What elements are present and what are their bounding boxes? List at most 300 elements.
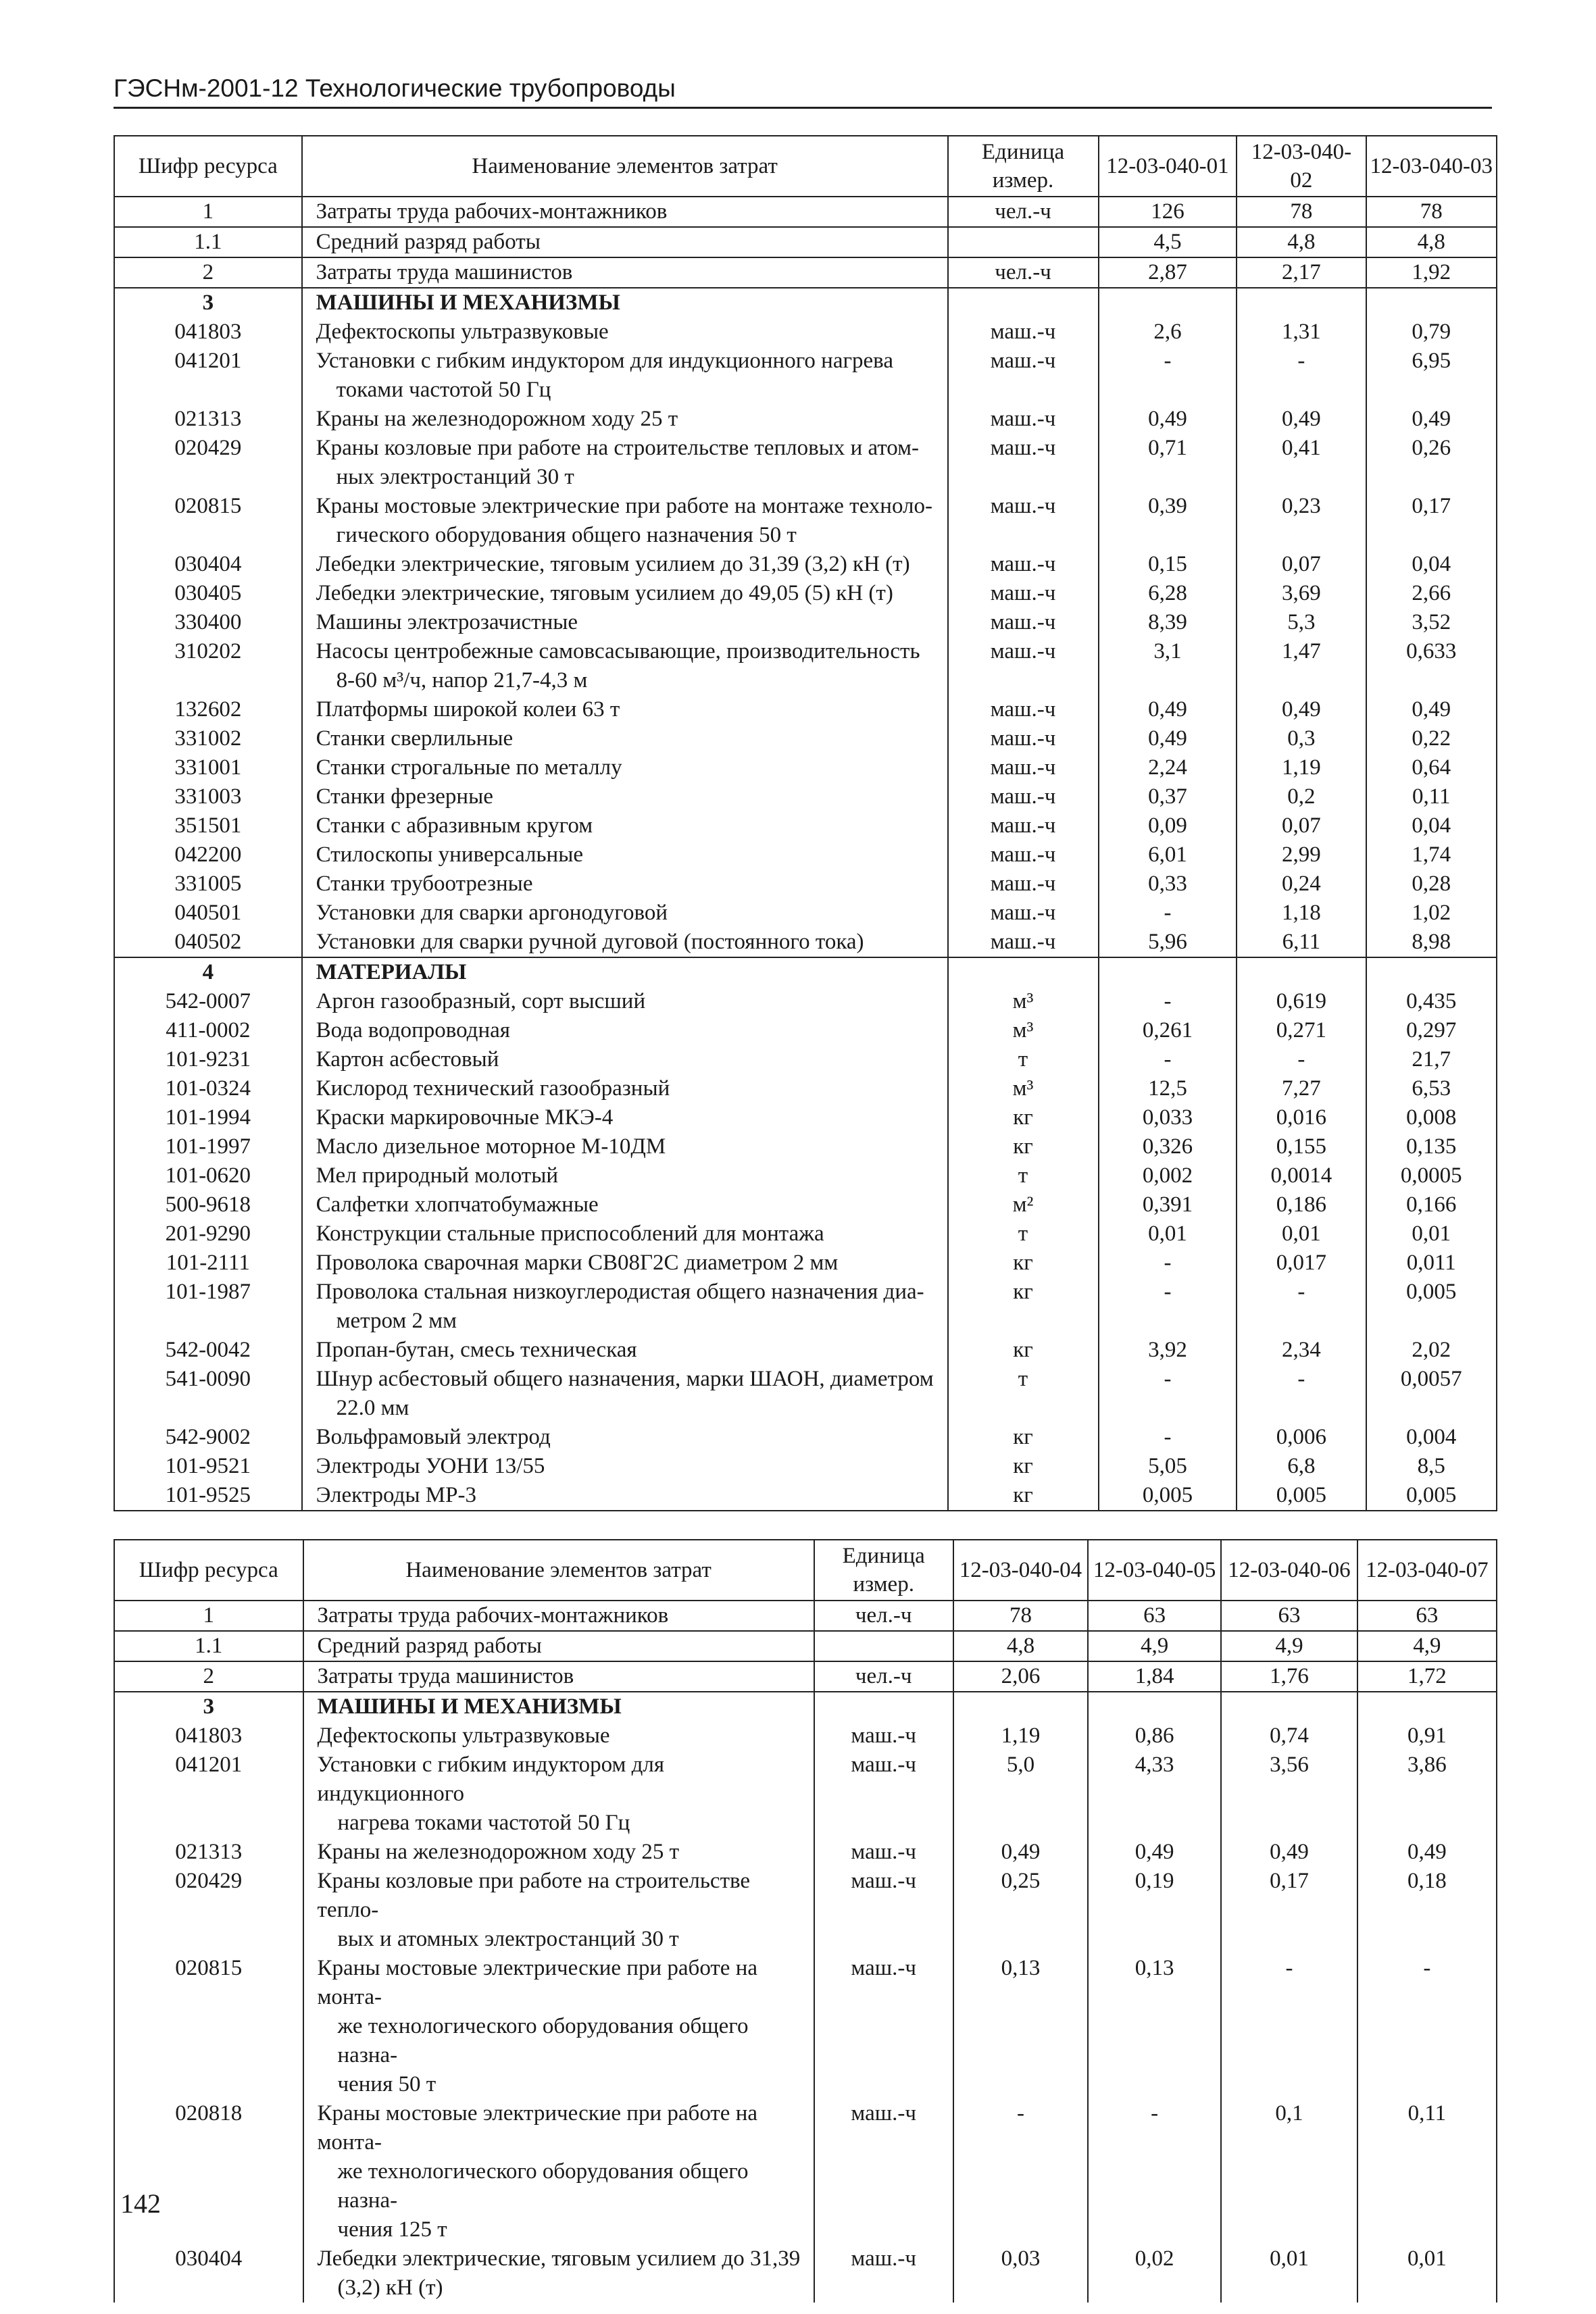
value-cell: 1,19	[1237, 753, 1366, 782]
unit-cell: маш.-ч	[814, 2244, 953, 2303]
value-cell: 3,92	[1099, 1336, 1237, 1365]
value-cell: 1,84	[1088, 1661, 1221, 1692]
value-cell: 78	[1237, 197, 1366, 227]
resource-name-line: Аргон газообразный, сорт высший	[316, 989, 646, 1013]
resource-name	[302, 1278, 948, 1336]
value-cell: 0,49	[1366, 405, 1497, 434]
resource-name-continuation: же технологического оборудования общего назна-	[337, 2014, 749, 2067]
value-cell: 0,71	[1099, 434, 1237, 492]
value-cell: 0,155	[1237, 1132, 1366, 1161]
unit-cell: маш.-ч	[814, 2099, 953, 2244]
resource-name-line: Установки для сварки ручной дуговой (постоянного тока)	[316, 930, 864, 954]
value-cell: 63	[1088, 1601, 1221, 1631]
value-cell: -	[1099, 1249, 1237, 1278]
resource-name	[303, 1661, 814, 1692]
value-cell: 0,261	[1099, 1016, 1237, 1045]
value-cell: 1,92	[1366, 257, 1497, 288]
value-cell: 0,016	[1237, 1103, 1366, 1132]
unit-cell: чел.-ч	[948, 257, 1099, 288]
table-row	[114, 637, 1497, 695]
resource-code: 331001	[114, 753, 302, 782]
table-row	[114, 1867, 1497, 1954]
resource-code: 2	[114, 257, 302, 288]
table-row	[114, 1161, 1497, 1190]
table-row	[114, 1336, 1497, 1365]
value-cell: 0,186	[1237, 1190, 1366, 1219]
value-cell: 8,5	[1366, 1452, 1497, 1481]
value-cell: 0,166	[1366, 1190, 1497, 1219]
resource-code: 2	[114, 1661, 303, 1692]
resource-name-line: Лебедки электрические, тяговым усилием до 31,39	[317, 2246, 801, 2271]
value-cell: 0,326	[1099, 1132, 1237, 1161]
resource-code: 201-9290	[114, 1219, 302, 1249]
value-cell: -	[1099, 1365, 1237, 1423]
unit-cell: маш.-ч	[948, 695, 1099, 724]
value-cell: 4,9	[1221, 1631, 1357, 1661]
value-cell: -	[1237, 1045, 1366, 1074]
resource-code: 541-0090	[114, 1365, 302, 1423]
resource-code: 021313	[114, 1838, 303, 1867]
value-cell	[1357, 1692, 1497, 1721]
value-cell: -	[953, 2099, 1088, 2244]
header-code: Шифр ресурса	[114, 1540, 303, 1601]
unit-cell: т	[948, 1161, 1099, 1190]
resource-name-continuation: гического оборудования общего назначения 50 т	[336, 523, 797, 547]
value-cell: 0,633	[1366, 637, 1497, 695]
unit-cell	[814, 1631, 953, 1661]
value-cell: 4,9	[1357, 1631, 1497, 1661]
unit-cell: маш.-ч	[948, 840, 1099, 870]
page-title: ГЭСНм-2001-12 Технологические трубопроводы	[114, 74, 676, 102]
unit-cell: маш.-ч	[948, 550, 1099, 579]
resource-name	[302, 1103, 948, 1132]
resource-name-line: Затраты труда машинистов	[317, 1664, 574, 1688]
resource-name	[302, 1190, 948, 1219]
resource-code: 500-9618	[114, 1190, 302, 1219]
unit-cell	[814, 1692, 953, 1721]
resource-name-line: Кислород технический газообразный	[316, 1076, 670, 1101]
table-row	[114, 227, 1497, 257]
value-cell: 0,13	[1088, 1954, 1221, 2099]
value-cell: 0,41	[1237, 434, 1366, 492]
value-cell: 0,3	[1237, 724, 1366, 753]
value-cell: 0,37	[1099, 782, 1237, 811]
unit-cell: кг	[948, 1103, 1099, 1132]
value-cell: 1,18	[1237, 899, 1366, 928]
resource-name	[302, 695, 948, 724]
resource-name	[302, 1045, 948, 1074]
value-cell: 6,01	[1099, 840, 1237, 870]
table-row	[114, 1954, 1497, 2099]
resource-name-line: Средний разряд работы	[316, 230, 541, 254]
unit-cell: маш.-ч	[948, 753, 1099, 782]
value-cell: 0,005	[1099, 1481, 1237, 1511]
resource-name-line: Насосы центробежные самовсасывающие, производительность	[316, 639, 920, 663]
resource-name	[302, 1074, 948, 1103]
resource-code: 020429	[114, 434, 302, 492]
table-body	[114, 1601, 1497, 2303]
resource-code: 040501	[114, 899, 302, 928]
value-cell: -	[1237, 347, 1366, 405]
resource-name-line: Стилоскопы универсальные	[316, 842, 584, 867]
value-cell: 4,8	[1366, 227, 1497, 257]
unit-cell: маш.-ч	[948, 579, 1099, 608]
unit-cell: маш.-ч	[948, 608, 1099, 637]
resource-code: 101-9521	[114, 1452, 302, 1481]
table-row	[114, 608, 1497, 637]
resource-name-continuation: токами частотой 50 Гц	[336, 378, 551, 402]
table-row	[114, 840, 1497, 870]
header-col-1: 12-03-040-01	[1099, 136, 1237, 197]
value-cell: 0,004	[1366, 1423, 1497, 1452]
value-cell: 0,49	[953, 1838, 1088, 1867]
value-cell: 3,52	[1366, 608, 1497, 637]
resource-name	[302, 753, 948, 782]
unit-cell: кг	[948, 1336, 1099, 1365]
unit-cell: маш.-ч	[948, 434, 1099, 492]
value-cell: -	[1099, 347, 1237, 405]
value-cell: 0,49	[1088, 1838, 1221, 1867]
value-cell: 0,005	[1366, 1278, 1497, 1336]
resource-name	[303, 1721, 814, 1751]
resource-name	[302, 1452, 948, 1481]
value-cell: 6,95	[1366, 347, 1497, 405]
value-cell	[1366, 957, 1497, 987]
resource-name	[302, 637, 948, 695]
value-cell: 0,91	[1357, 1721, 1497, 1751]
value-cell: 0,49	[1366, 695, 1497, 724]
resource-name	[302, 899, 948, 928]
resource-code: 041803	[114, 318, 302, 347]
value-cell: 63	[1357, 1601, 1497, 1631]
resource-name	[303, 1631, 814, 1661]
value-cell: 0,25	[953, 1867, 1088, 1954]
resource-name-line: Дефектоскопы ультразвуковые	[317, 1724, 610, 1748]
table-row	[114, 1365, 1497, 1423]
value-cell: -	[1099, 1045, 1237, 1074]
value-cell: 7,27	[1237, 1074, 1366, 1103]
value-cell: 1,47	[1237, 637, 1366, 695]
unit-cell: маш.-ч	[948, 492, 1099, 550]
value-cell: 3,1	[1099, 637, 1237, 695]
resource-name-line: Платформы широкой колеи 63 т	[316, 697, 620, 722]
resource-name-line: Проволока стальная низкоуглеродистая общего назначения диа-	[316, 1280, 924, 1304]
unit-cell: м³	[948, 1016, 1099, 1045]
resource-name	[302, 257, 948, 288]
resource-code: 3	[114, 1692, 303, 1721]
table-row	[114, 1132, 1497, 1161]
resource-name-continuation: же технологического оборудования общего назна-	[337, 2159, 749, 2213]
resource-name-continuation: 22.0 мм	[336, 1396, 409, 1420]
resource-name	[302, 1481, 948, 1511]
value-cell: 126	[1099, 197, 1237, 227]
value-cell: 0,49	[1221, 1838, 1357, 1867]
unit-cell: маш.-ч	[948, 928, 1099, 957]
resource-name-line: Масло дизельное моторное М-10ДМ	[316, 1134, 666, 1159]
unit-cell: маш.-ч	[948, 811, 1099, 840]
resource-name-line: Затраты труда рабочих-монтажников	[316, 199, 668, 224]
unit-cell: маш.-ч	[948, 782, 1099, 811]
resource-name	[302, 550, 948, 579]
value-cell: 0,33	[1099, 870, 1237, 899]
value-cell: 0,01	[1366, 1219, 1497, 1249]
resource-code: 101-0324	[114, 1074, 302, 1103]
value-cell: 1,02	[1366, 899, 1497, 928]
header-col-2: 12-03-040-02	[1237, 136, 1366, 197]
value-cell: -	[1237, 1278, 1366, 1336]
value-cell: 63	[1221, 1601, 1357, 1631]
resource-name	[302, 1365, 948, 1423]
unit-cell: маш.-ч	[814, 1954, 953, 2099]
table-row	[114, 2099, 1497, 2244]
resource-name-line: Станки с абразивным кругом	[316, 813, 593, 838]
resource-code: 030405	[114, 579, 302, 608]
value-cell	[953, 1692, 1088, 1721]
resource-name	[302, 928, 948, 957]
table-row	[114, 782, 1497, 811]
value-cell: 4,5	[1099, 227, 1237, 257]
unit-cell: кг	[948, 1423, 1099, 1452]
resource-name-continuation: 8-60 м³/ч, напор 21,7-4,3 м	[336, 668, 588, 693]
table-row	[114, 724, 1497, 753]
value-cell: 0,49	[1237, 405, 1366, 434]
table-row	[114, 695, 1497, 724]
resource-name-line: МАШИНЫ И МЕХАНИЗМЫ	[316, 291, 620, 315]
resource-code: 030404	[114, 2244, 303, 2303]
resource-code: 542-0042	[114, 1336, 302, 1365]
resource-name-line: Краны козловые при работе на строительстве тепловых и атом-	[316, 436, 920, 460]
resource-name	[303, 1838, 814, 1867]
unit-cell: маш.-ч	[948, 318, 1099, 347]
value-cell: 0,619	[1237, 987, 1366, 1016]
table-row	[114, 2244, 1497, 2303]
value-cell: 1,74	[1366, 840, 1497, 870]
resource-name-line: Картон асбестовый	[316, 1047, 499, 1072]
value-cell: 0,49	[1099, 405, 1237, 434]
resource-name	[302, 1132, 948, 1161]
value-cell: 6,11	[1237, 928, 1366, 957]
value-cell: 0,297	[1366, 1016, 1497, 1045]
resource-code: 101-2111	[114, 1249, 302, 1278]
value-cell: 0,391	[1099, 1190, 1237, 1219]
unit-cell: маш.-ч	[948, 637, 1099, 695]
resource-name-line: Средний разряд работы	[317, 1634, 542, 1658]
value-cell: 0,49	[1357, 1838, 1497, 1867]
resource-name	[302, 1016, 948, 1045]
table-row	[114, 550, 1497, 579]
table-row	[114, 1481, 1497, 1511]
unit-cell	[948, 957, 1099, 987]
value-cell: 0,0014	[1237, 1161, 1366, 1190]
table-row	[114, 1103, 1497, 1132]
value-cell: 0,04	[1366, 811, 1497, 840]
table-row	[114, 1661, 1497, 1692]
value-cell: 0,006	[1237, 1423, 1366, 1452]
value-cell: 0,01	[1221, 2244, 1357, 2303]
resource-code: 542-9002	[114, 1423, 302, 1452]
value-cell	[1099, 957, 1237, 987]
resource-code: 041803	[114, 1721, 303, 1751]
resource-name	[302, 492, 948, 550]
resource-code: 040502	[114, 928, 302, 957]
unit-cell: т	[948, 1045, 1099, 1074]
resource-name-line: Затраты труда рабочих-монтажников	[317, 1603, 669, 1628]
resource-name	[302, 840, 948, 870]
unit-cell: маш.-ч	[814, 1838, 953, 1867]
section-row	[114, 1692, 1497, 1721]
value-cell: -	[1099, 899, 1237, 928]
resource-code: 101-9525	[114, 1481, 302, 1511]
value-cell: 2,34	[1237, 1336, 1366, 1365]
value-cell: 2,6	[1099, 318, 1237, 347]
value-cell: 2,87	[1099, 257, 1237, 288]
value-cell: 3,86	[1357, 1751, 1497, 1838]
resource-name-continuation: (3,2) кН (т)	[337, 2275, 443, 2300]
value-cell: 0,01	[1237, 1219, 1366, 1249]
value-cell: 0,22	[1366, 724, 1497, 753]
resource-name-line: Станки строгальные по металлу	[316, 755, 622, 780]
value-cell: 0,09	[1099, 811, 1237, 840]
resource-name-line: Затраты труда машинистов	[316, 260, 573, 284]
resource-name-line: Краны на железнодорожном ходу 25 т	[317, 1840, 680, 1864]
unit-cell: кг	[948, 1452, 1099, 1481]
value-cell: 0,02	[1088, 2244, 1221, 2303]
value-cell: 0,2	[1237, 782, 1366, 811]
table-row	[114, 1838, 1497, 1867]
table-row	[114, 1045, 1497, 1074]
resource-name-line: Электроды УОНИ 13/55	[316, 1454, 545, 1478]
value-cell: -	[1099, 1278, 1237, 1336]
value-cell: 0,01	[1099, 1219, 1237, 1249]
value-cell: 0,271	[1237, 1016, 1366, 1045]
value-cell: 1,19	[953, 1721, 1088, 1751]
resource-name-line: Лебедки электрические, тяговым усилием до 49,05 (5) кН (т)	[316, 581, 893, 605]
resource-name	[303, 1867, 814, 1954]
value-cell: 0,26	[1366, 434, 1497, 492]
resource-name	[302, 227, 948, 257]
unit-cell: м³	[948, 1074, 1099, 1103]
resource-code: 041201	[114, 347, 302, 405]
resource-code: 020818	[114, 2099, 303, 2244]
resource-name-line: Проволока сварочная марки СВ08Г2С диаметром 2 мм	[316, 1251, 839, 1275]
value-cell	[1237, 957, 1366, 987]
resource-name	[302, 782, 948, 811]
unit-cell: маш.-ч	[814, 1721, 953, 1751]
value-cell: 0,0005	[1366, 1161, 1497, 1190]
value-cell: 0,0057	[1366, 1365, 1497, 1423]
resource-name	[302, 811, 948, 840]
unit-cell: м³	[948, 987, 1099, 1016]
value-cell: 0,74	[1221, 1721, 1357, 1751]
value-cell	[1221, 1692, 1357, 1721]
value-cell: 0,64	[1366, 753, 1497, 782]
value-cell: 0,033	[1099, 1103, 1237, 1132]
value-cell: 8,98	[1366, 928, 1497, 957]
value-cell: 0,17	[1366, 492, 1497, 550]
value-cell: 78	[1366, 197, 1497, 227]
value-cell: 4,8	[953, 1631, 1088, 1661]
resource-name	[303, 1601, 814, 1631]
table-row	[114, 1278, 1497, 1336]
resource-name-line: Машины электрозачистные	[316, 610, 578, 634]
table-header-row	[114, 136, 1497, 197]
resource-code: 020815	[114, 1954, 303, 2099]
resource-code: 101-1987	[114, 1278, 302, 1336]
value-cell: 0,39	[1099, 492, 1237, 550]
resource-name-line: Вода водопроводная	[316, 1018, 510, 1042]
resource-name	[302, 434, 948, 492]
value-cell: -	[1221, 1954, 1357, 2099]
unit-cell: маш.-ч	[948, 870, 1099, 899]
resource-code: 041201	[114, 1751, 303, 1838]
resource-name	[302, 579, 948, 608]
value-cell: 0,005	[1366, 1481, 1497, 1511]
header-unit: Единица измер.	[814, 1540, 953, 1601]
table-row	[114, 405, 1497, 434]
resource-name	[302, 405, 948, 434]
unit-cell: чел.-ч	[814, 1601, 953, 1631]
value-cell: 5,3	[1237, 608, 1366, 637]
table-row	[114, 928, 1497, 957]
value-cell: 0,07	[1237, 811, 1366, 840]
value-cell: 0,008	[1366, 1103, 1497, 1132]
unit-cell: маш.-ч	[814, 1751, 953, 1838]
resource-name-line: Краны мостовые электрические при работе на монта-	[317, 2101, 758, 2155]
table-row	[114, 257, 1497, 288]
value-cell	[1366, 288, 1497, 318]
resource-name-line: Дефектоскопы ультразвуковые	[316, 320, 609, 344]
resource-name-line: Установки для сварки аргонодуговой	[316, 901, 668, 925]
unit-cell: маш.-ч	[948, 899, 1099, 928]
resource-code: 4	[114, 957, 302, 987]
resource-code: 101-0620	[114, 1161, 302, 1190]
unit-cell	[948, 288, 1099, 318]
value-cell: 0,18	[1357, 1867, 1497, 1954]
table-row	[114, 347, 1497, 405]
header-col-4: 12-03-040-04	[953, 1540, 1088, 1601]
value-cell: 3,69	[1237, 579, 1366, 608]
resource-code: 331003	[114, 782, 302, 811]
value-cell: 0,49	[1099, 724, 1237, 753]
value-cell: 2,17	[1237, 257, 1366, 288]
resource-name-line: Мел природный молотый	[316, 1163, 559, 1188]
resource-name-line: Краски маркировочные МКЭ-4	[316, 1105, 614, 1130]
resource-name-line: Станки фрезерные	[316, 784, 493, 809]
value-cell	[1088, 1692, 1221, 1721]
table-row	[114, 434, 1497, 492]
resource-name-line: Пропан-бутан, смесь техническая	[316, 1338, 637, 1362]
table-row	[114, 1016, 1497, 1045]
resource-name	[303, 1751, 814, 1838]
value-cell: 0,19	[1088, 1867, 1221, 1954]
unit-cell: чел.-ч	[948, 197, 1099, 227]
table-row	[114, 579, 1497, 608]
value-cell: -	[1099, 1423, 1237, 1452]
resource-name-line: Конструкции стальные приспособлений для монтажа	[316, 1222, 824, 1246]
resource-name	[303, 2244, 814, 2303]
page-header	[114, 74, 1492, 109]
value-cell: 1,31	[1237, 318, 1366, 347]
unit-cell: кг	[948, 1249, 1099, 1278]
value-cell: 0,15	[1099, 550, 1237, 579]
unit-cell: маш.-ч	[814, 1867, 953, 1954]
resource-name-line: Краны мостовые электрические при работе на монта-	[317, 1956, 758, 2009]
table-row	[114, 1219, 1497, 1249]
resource-code: 542-0007	[114, 987, 302, 1016]
resource-code: 331005	[114, 870, 302, 899]
table-row	[114, 811, 1497, 840]
resource-table-2	[114, 1539, 1497, 2303]
